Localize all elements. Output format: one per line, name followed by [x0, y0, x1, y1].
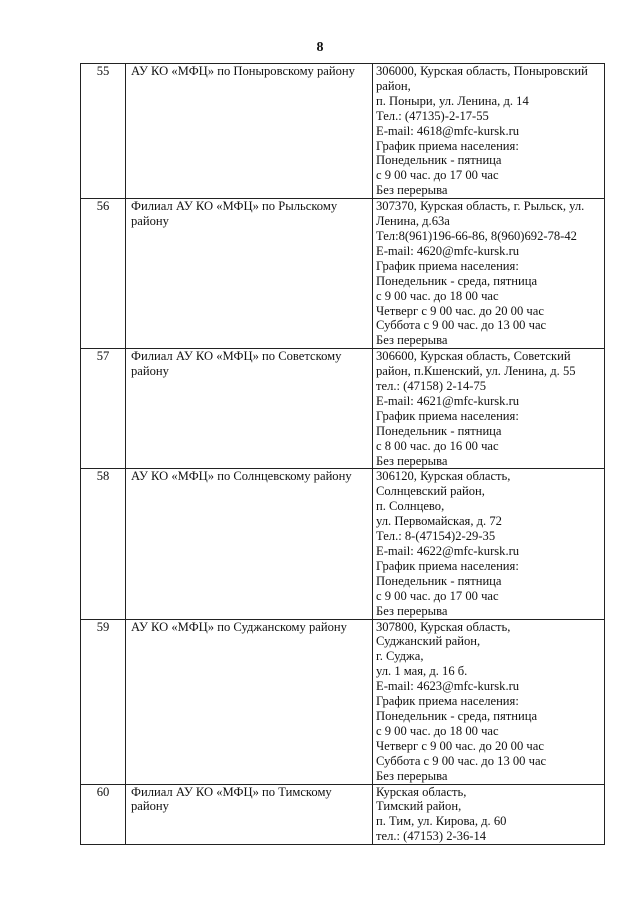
info-line: Курская область,	[376, 784, 467, 799]
info-line: Тел:8(961)196-66-86, 8(960)692-78-42	[376, 228, 577, 243]
table-row	[81, 619, 605, 784]
info-line: Без перерыва	[376, 453, 448, 468]
info-line: График приема населения:	[376, 258, 519, 273]
info-line: 307800, Курская область,	[376, 619, 511, 634]
info-line: E-mail: 4623@mfc-kursk.ru	[376, 679, 520, 694]
row-number: 58	[81, 469, 126, 619]
branch-name: Филиал АУ КО «МФЦ» по Тимскому району	[126, 784, 373, 845]
info-line: Четверг с 9 00 час. до 20 00 час	[376, 303, 544, 318]
info-line: п. Солнцево,	[376, 499, 445, 514]
info-line: тел.: (47158) 2-14-75	[376, 379, 487, 394]
table-row	[81, 64, 605, 199]
info-line: E-mail: 4620@mfc-kursk.ru	[376, 243, 520, 258]
table-row	[81, 349, 605, 469]
info-line: E-mail: 4621@mfc-kursk.ru	[376, 393, 520, 408]
row-number: 60	[81, 784, 126, 845]
branch-name: АУ КО «МФЦ» по Суджанскому району	[126, 619, 373, 784]
info-line: с 8 00 час. до 16 00 час	[376, 438, 499, 453]
branch-name: АУ КО «МФЦ» по Поныровскому району	[126, 64, 373, 199]
branch-contact-info	[373, 199, 605, 349]
row-number: 56	[81, 199, 126, 349]
info-line: Ленина, д.63а	[376, 214, 450, 229]
info-line: Без перерыва	[376, 768, 448, 783]
info-line: График приема населения:	[376, 558, 519, 573]
branch-contact-info	[373, 619, 605, 784]
info-line: с 9 00 час. до 17 00 час	[376, 168, 499, 183]
info-line: Понедельник - пятница	[376, 153, 502, 168]
page-number: 8	[316, 40, 324, 55]
mfc-branches-table	[80, 63, 605, 845]
info-line: район,	[376, 78, 411, 93]
info-line: 306000, Курская область, Поныровский	[376, 64, 588, 78]
info-line: район, п.Кшенский, ул. Ленина, д. 55	[376, 364, 576, 379]
info-line: E-mail: 4618@mfc-kursk.ru	[376, 123, 520, 138]
info-line: График приема населения:	[376, 408, 519, 423]
info-line: Суббота с 9 00 час. до 13 00 час	[376, 753, 547, 768]
info-line: Тел.: (47135)-2-17-55	[376, 108, 489, 123]
info-line: График приема населения:	[376, 138, 519, 153]
info-line: ул. Первомайская, д. 72	[376, 514, 502, 529]
info-line: Тимский район,	[376, 799, 462, 814]
branch-contact-info	[373, 64, 605, 199]
info-line: п. Поныри, ул. Ленина, д. 14	[376, 93, 529, 108]
info-line: г. Суджа,	[376, 649, 424, 664]
info-line: Без перерыва	[376, 333, 448, 348]
info-line: 307370, Курская область, г. Рыльск, ул.	[376, 199, 585, 214]
info-line: 306120, Курская область,	[376, 469, 511, 484]
info-line: Тел.: 8-(47154)2-29-35	[376, 529, 496, 544]
table-row	[81, 469, 605, 619]
info-line: Четверг с 9 00 час. до 20 00 час	[376, 738, 544, 753]
info-line: Понедельник - пятница	[376, 423, 502, 438]
info-line: ул. 1 мая, д. 16 б.	[376, 664, 468, 679]
info-line: E-mail: 4622@mfc-kursk.ru	[376, 544, 520, 558]
info-line: Понедельник - среда, пятница	[376, 273, 538, 288]
branch-name: Филиал АУ КО «МФЦ» по Советскому району	[126, 349, 373, 469]
table-row	[81, 784, 605, 845]
info-line: с 9 00 час. до 17 00 час	[376, 588, 499, 603]
branch-name: Филиал АУ КО «МФЦ» по Рыльскому району	[126, 199, 373, 349]
branch-contact-info	[373, 469, 605, 619]
info-line: п. Тим, ул. Кирова, д. 60	[376, 814, 507, 829]
info-line: Понедельник - пятница	[376, 573, 502, 588]
info-line: с 9 00 час. до 18 00 час	[376, 723, 499, 738]
branch-contact-info	[373, 784, 605, 845]
info-line: с 9 00 час. до 18 00 час	[376, 288, 499, 303]
info-line: Без перерыва	[376, 603, 448, 618]
info-line: Суббота с 9 00 час. до 13 00 час	[376, 318, 547, 333]
info-line: 306600, Курская область, Советский	[376, 349, 571, 364]
info-line: тел.: (47153) 2-36-14	[376, 829, 487, 844]
info-line: Суджанский район,	[376, 634, 481, 649]
table-row	[81, 199, 605, 349]
row-number: 55	[81, 64, 126, 199]
row-number: 57	[81, 349, 126, 469]
info-line: График приема населения:	[376, 694, 519, 709]
info-line: Солнцевский район,	[376, 484, 485, 499]
info-line: Без перерыва	[376, 183, 448, 198]
branch-name: АУ КО «МФЦ» по Солнцевскому району	[126, 469, 373, 619]
info-line: Понедельник - среда, пятница	[376, 708, 538, 723]
row-number: 59	[81, 619, 126, 784]
branch-contact-info	[373, 349, 605, 469]
